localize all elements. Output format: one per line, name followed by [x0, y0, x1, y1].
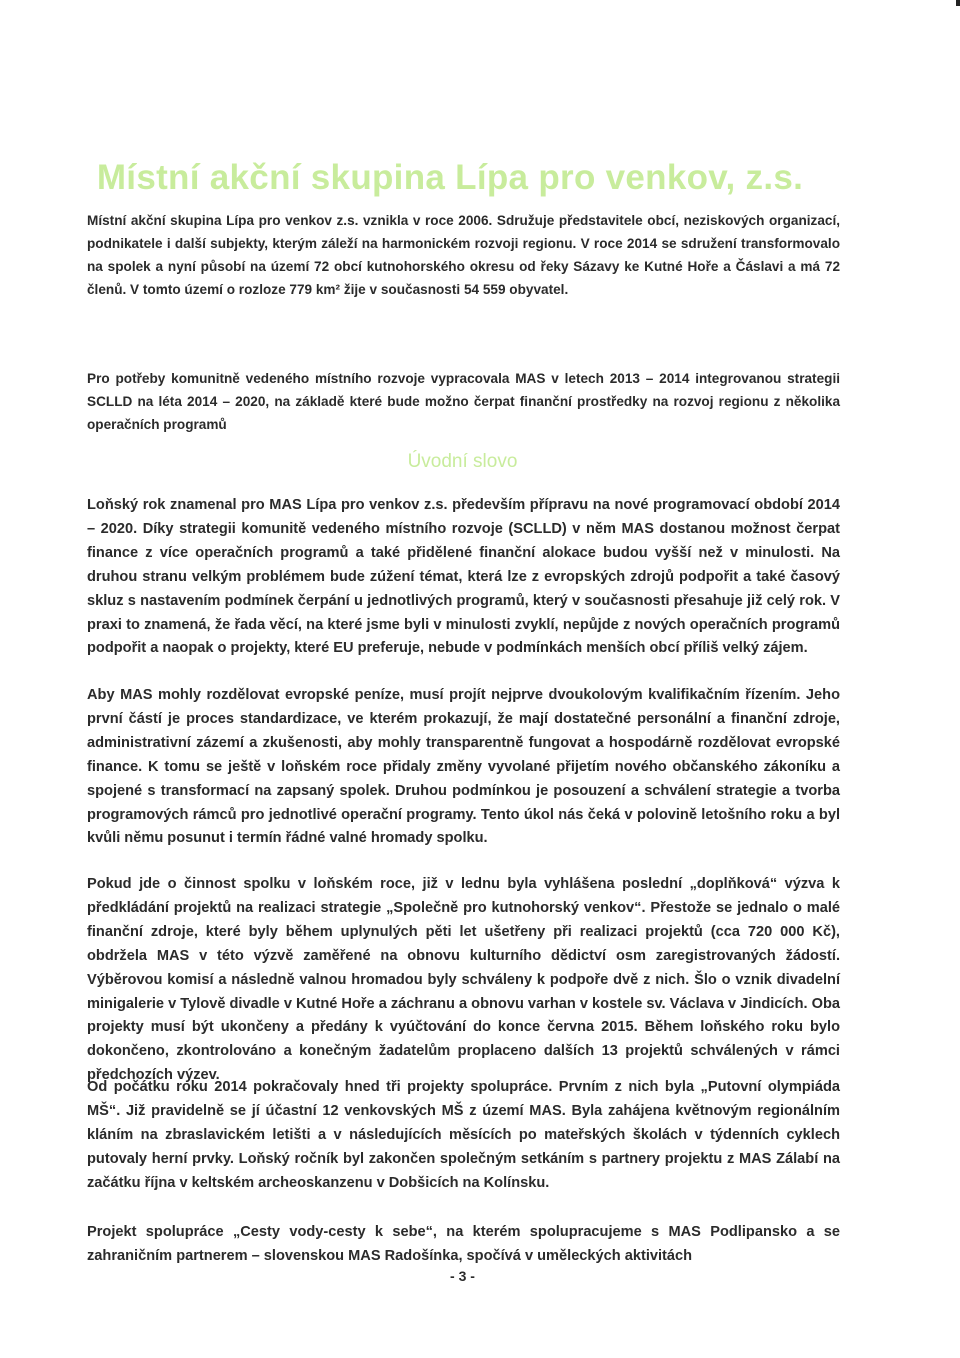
intro-paragraph-1: Místní akční skupina Lípa pro venkov z.s. vznikla v roce 2006. Sdružuje představitele obcí, neziskových organizací, podnikatele i další subjekty, kterým záleží na harmonickém rozvoji regionu. V roce 2014 se sdružení transformovalo na spolek a nyní působí na území 72 obcí kutnohorského okresu od řeky Sázavy ke Kutné Hoře a Čáslavi a má 72 členů. V tomto území o rozloze 779 km² žije v současnosti 54 559 obyvatel.: [87, 213, 840, 297]
body-paragraph-5: Projekt spolupráce „Cesty vody-cesty k sebe“, na kterém spolupracujeme s MAS Podlipansko a se zahraničním partnerem – slovenskou MAS Radošínka, spočívá v uměleckých aktivitách: [87, 1224, 840, 1264]
scan-corner-mark: [956, 0, 960, 6]
body-paragraph-4: Od počátku roku 2014 pokračovaly hned tři projekty spolupráce. Prvním z nich byla „Putovní olympiáda MŠ“. Již pravidelně se jí účastní 12 venkovských MŠ z území MAS. Byla zahájena květnovým regionálním kláním na zbraslavickém letišti a v následujících měsících po mateřských školách v týdenních cyklech putovaly herní prvky. Loňský ročník byl zakončen společným setkáním s partnery projektu z MAS Zálabí na začátku října v keltském archeoskanzenu v Dobšicích na Kolínsku.: [87, 1079, 840, 1191]
page-number: - 3 -: [450, 1268, 475, 1284]
intro-paragraph-2: Pro potřeby komunitně vedeného místního rozvoje vypracovala MAS v letech 2013 – 2014 integrovanou strategii SCLLD na léta 2014 – 2020, na základě které bude možno čerpat finanční prostředky na rozvoj regionu z několika operačních programů: [87, 371, 840, 432]
body-paragraph-3: Pokud jde o činnost spolku v loňském roce, již v lednu byla vyhlášena poslední „doplňková“ výzva k předkládání projektů na realizaci strategie „Společně pro kutnohorský venkov“. Přestože se jednalo o malé finanční zdroje, které byly během uplynulých pěti let ušetřeny při realizaci projektů (cca 720 000 Kč), obdržela MAS v této výzvě zaměřené na obnovu kulturního dědictví osm zaregistrovaných žádostí. Výběrovou komisí a následně valnou hromadou byly schváleny k podpoře dvě z nich. Šlo o vznik divadelní minigalerie v Tylově divadle v Kutné Hoře a záchranu a obnovu varhan v kostele sv. Václava v Jindicích. Oba projekty musí být ukončeny a předány k vyúčtování do konce června 2015. Během loňského roku bylo dokončeno, zkontrolováno a konečným žadatelům proplaceno dalších 13 projektů schválených v rámci předchozích výzev.: [87, 876, 840, 1084]
section-heading: Úvodní slovo: [407, 451, 518, 472]
body-paragraph-2: Aby MAS mohly rozdělovat evropské peníze, musí projít nejprve dvoukolovým kvalifikačním řízením. Jeho první částí je proces standardizace, ve kterém prokazují, že mají dostatečné personální a finanční zdroje, administrativní zázemí a zkušenosti, aby mohly transparentně fungovat a hospodárně rozdělovat evropské finance. K tomu se ještě v loňském roce přidaly změny vyvolané přijetím nového občanského zákoníku a spojené s transformací na zapsaný spolek. Druhou podmínkou je posouzení a schválení strategie a tvorba programových rámců pro jednotlivé operační programy. Tento úkol nás čeká v polovině letošního roku a byl kvůli němu posunut i termín řádné valné hromady spolku.: [87, 687, 840, 847]
page-title: Místní akční skupina Lípa pro venkov, z.s.: [96, 158, 804, 197]
body-paragraph-1: Loňský rok znamenal pro MAS Lípa pro venkov z.s. především přípravu na nové programovací období 2014 – 2020. Díky strategii komunitě vedeného místního rozvoje (SCLLD) v něm MAS dostanou možnost čerpat finance z více operačních programů a také přidělené finanční alokace budou vyšší než v minulosti. Na druhou stranu velkým problémem bude zúžení témat, která lze z evropských zdrojů podpořit a také časový skluz s nastavením podmínek čerpání u jednotlivých programů, který v současnosti přesahuje již celý rok. V praxi to znamená, že řada věcí, na které jsme byli v minulosti zvyklí, nepůjde z nových operačních programů podpořit a naopak o projekty, které EU preferuje, nebude v podmínkách menších obcí příliš velký zájem.: [87, 497, 840, 657]
